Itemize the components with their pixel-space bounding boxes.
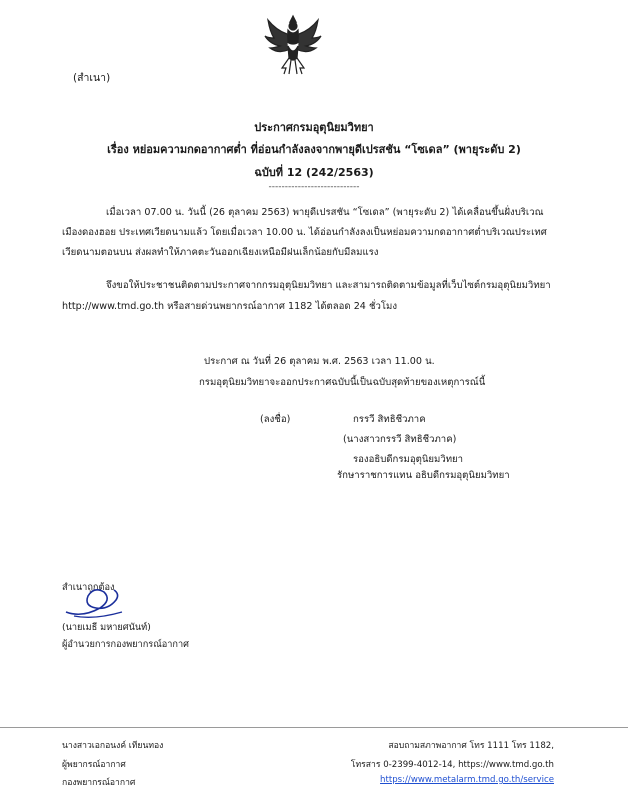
signatory-full-name: (นางสาวกรรวี สิทธิชีวภาค) bbox=[343, 434, 457, 445]
footer-contact-phone: สอบถามสภาพอากาศ โทร 1111 โทร 1182, bbox=[388, 741, 554, 751]
announce-final-note: กรมอุตุนิยมวิทยาจะออกประกาศฉบับนี้เป็นฉบับสุดท้ายของเหตุการณ์นี้ bbox=[199, 377, 486, 388]
certified-copy-label: สำเนาถูกต้อง bbox=[62, 582, 115, 593]
paragraph-1-line-3: เวียดนามตอนบน ส่งผลทำให้ภาคตะวันออกเฉียงเหนือมีฝนเล็กน้อยกับมีลมแรง bbox=[62, 247, 379, 258]
paragraph-2-line-2: http://www.tmd.go.th หรือสายด่วนพยากรณ์อากาศ 1182 ได้ตลอด 24 ชั่วโมง bbox=[62, 301, 398, 312]
separator-rule: ---------------------------- bbox=[268, 182, 360, 192]
signatory-position: รองอธิบดีกรมอุตุนิยมวิทยา bbox=[353, 454, 464, 465]
certifier-name: (นายเมธี มหายศนันท์) bbox=[62, 622, 151, 633]
garuda-emblem bbox=[262, 12, 324, 78]
paragraph-1-line-1: เมื่อเวลา 07.00 น. วันนี้ (26 ตุลาคม 2563) พายุดีเปรสชัน “โซเดล” (พายุระดับ 2) ได้เคลื่อนขึ้นฝั่งบริเวณ bbox=[106, 207, 544, 218]
announcement-subject: เรื่อง หย่อมความกดอากาศต่ำ ที่อ่อนกำลังลงจากพายุดีเปรสชัน “โซเดล” (พายุระดับ 2) bbox=[107, 143, 521, 156]
signatory-acting: รักษาราชการแทน อธิบดีกรมอุตุนิยมวิทยา bbox=[337, 470, 510, 481]
copy-mark: (สำเนา) bbox=[73, 72, 111, 84]
footer-divider bbox=[0, 727, 628, 728]
announcement-title: ประกาศกรมอุตุนิยมวิทยา bbox=[254, 121, 374, 134]
handwritten-signature bbox=[64, 586, 126, 620]
paragraph-1-line-2: เมืองดองฮอย ประเทศเวียดนามแล้ว โดยเมื่อเวลา 10.00 น. ได้อ่อนกำลังลงเป็นหย่อมความกดอากาศต่ำบริเวณประเทศ bbox=[62, 227, 547, 238]
signed-label: (ลงชื่อ) bbox=[260, 414, 291, 425]
signatory-name: กรรวี สิทธิชีวภาค bbox=[353, 414, 426, 425]
footer-author-role: ผู้พยากรณ์อากาศ bbox=[62, 760, 126, 770]
paragraph-2-line-1: จึงขอให้ประชาชนติดตามประกาศจากกรมอุตุนิยมวิทยา และสามารถติดตามข้อมูลที่เว็บไซต์กรมอุตุนิยมวิทยา bbox=[106, 280, 551, 291]
footer-contact-fax: โทรสาร 0-2399-4012-14, https://www.tmd.go.th bbox=[350, 760, 554, 770]
footer-service-link[interactable]: https://www.metalarm.tmd.go.th/service bbox=[380, 775, 554, 785]
announce-date: ประกาศ ณ วันที่ 26 ตุลาคม พ.ศ. 2563 เวลา 11.00 น. bbox=[204, 356, 435, 367]
certifier-position: ผู้อำนวยการกองพยากรณ์อากาศ bbox=[62, 639, 189, 650]
announcement-number: ฉบับที่ 12 (242/2563) bbox=[254, 166, 374, 179]
footer-division: กองพยากรณ์อากาศ bbox=[62, 778, 136, 788]
footer-author: นางสาวเอกอนงค์ เทียนทอง bbox=[62, 741, 164, 751]
